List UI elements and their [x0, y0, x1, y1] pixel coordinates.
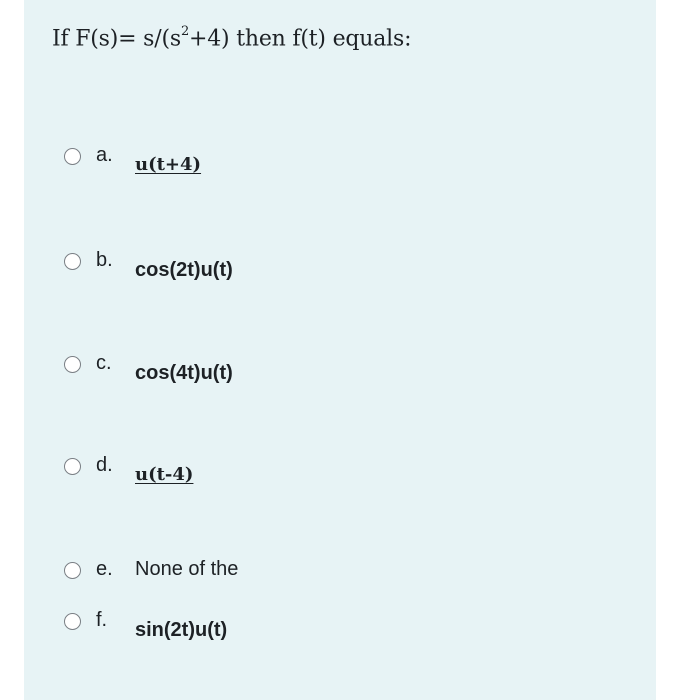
- option-c[interactable]: [62, 352, 562, 386]
- option-b[interactable]: [62, 249, 562, 283]
- option-text-f: sin(2t)u(t): [135, 619, 228, 641]
- option-letter-f: f.: [96, 609, 108, 631]
- question-exponent: 2: [180, 24, 190, 39]
- question-panel: [24, 0, 656, 700]
- question-text: [52, 26, 411, 51]
- option-text-c: cos(4t)u(t): [135, 362, 233, 384]
- option-letter-e: e.: [96, 558, 113, 580]
- option-e[interactable]: [62, 558, 562, 592]
- option-d[interactable]: [62, 454, 562, 488]
- option-letter-a: a.: [96, 144, 113, 166]
- radio-button-c[interactable]: [64, 356, 81, 373]
- option-f[interactable]: [62, 609, 562, 643]
- radio-button-f[interactable]: [64, 613, 81, 630]
- radio-button-e[interactable]: [64, 562, 81, 579]
- question-prefix: If F(s)= s/(s: [52, 26, 181, 52]
- option-a[interactable]: [62, 144, 562, 178]
- question-suffix: +4) then f(t) equals:: [189, 26, 412, 52]
- option-letter-c: c.: [96, 352, 112, 374]
- radio-button-b[interactable]: [64, 253, 81, 270]
- option-letter-d: d.: [96, 454, 113, 476]
- radio-button-d[interactable]: [64, 458, 81, 475]
- radio-button-a[interactable]: [64, 148, 81, 165]
- option-letter-b: b.: [96, 249, 113, 271]
- option-text-d: u(t-4): [135, 464, 194, 485]
- option-text-e: None of the: [135, 558, 239, 580]
- option-text-a: u(t+4): [135, 154, 202, 175]
- option-text-b: cos(2t)u(t): [135, 259, 233, 281]
